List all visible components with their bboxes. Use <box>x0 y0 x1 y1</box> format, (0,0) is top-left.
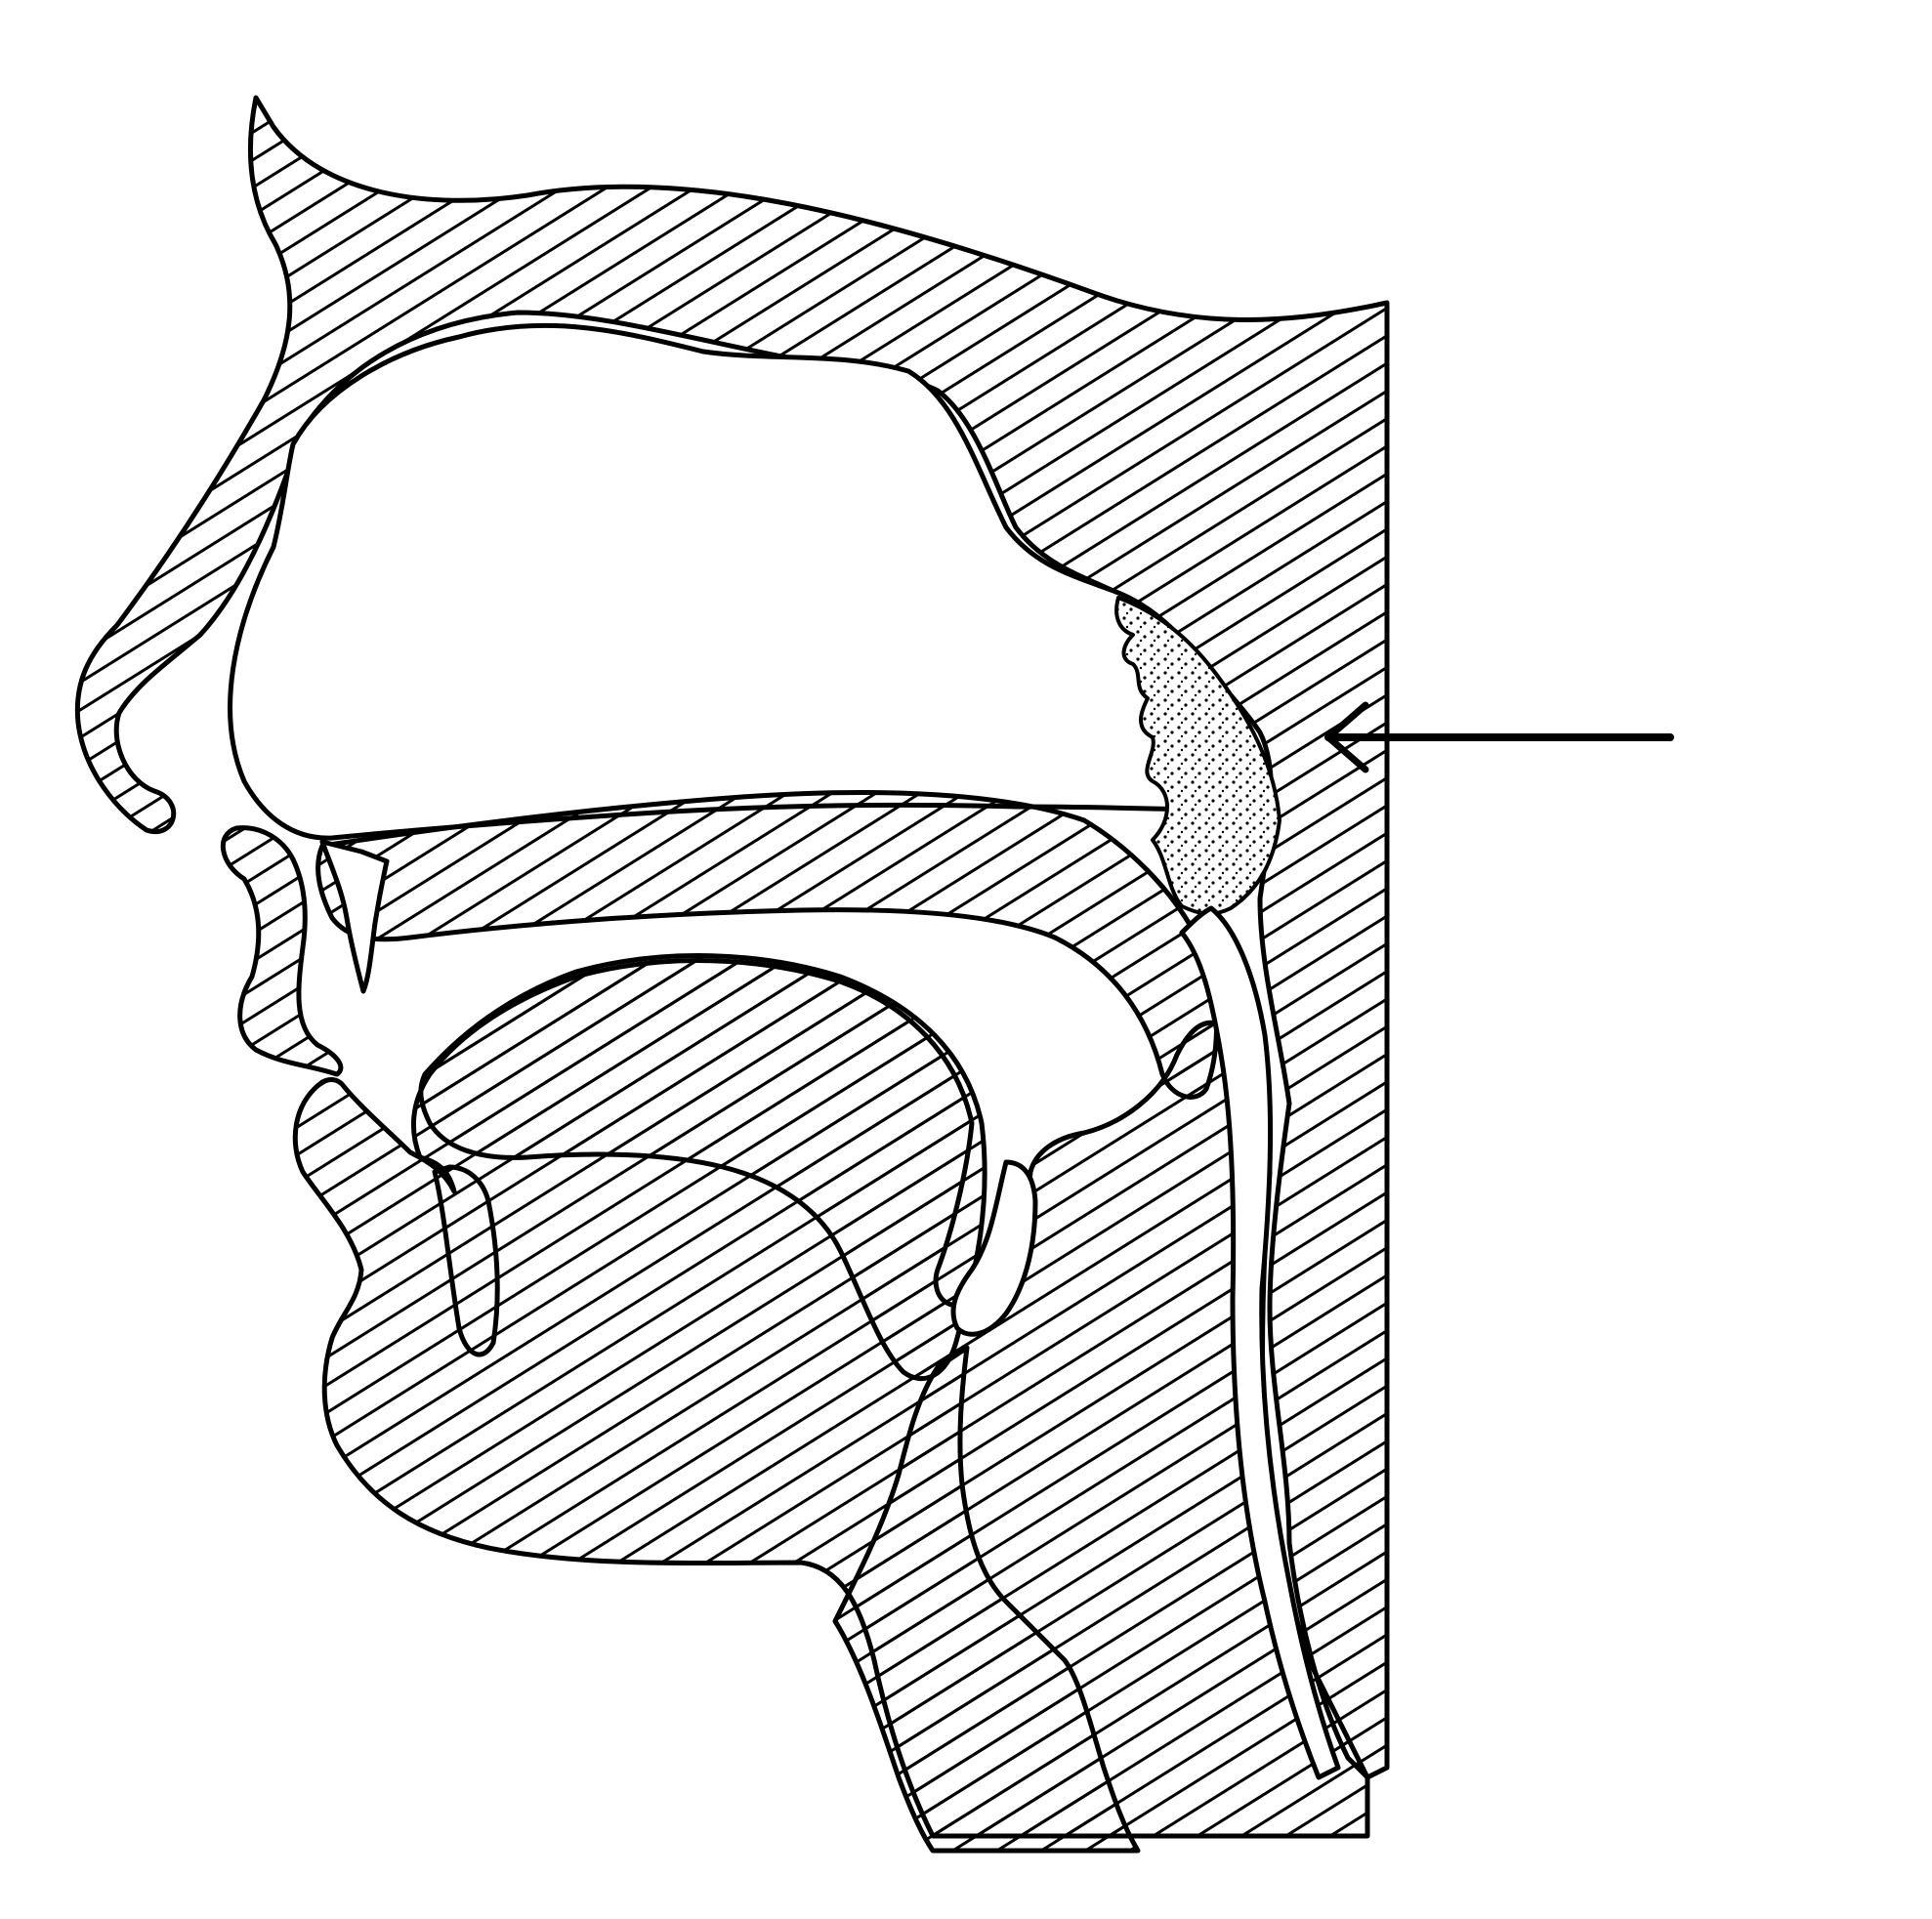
lower-lip-chin <box>295 961 1367 1836</box>
